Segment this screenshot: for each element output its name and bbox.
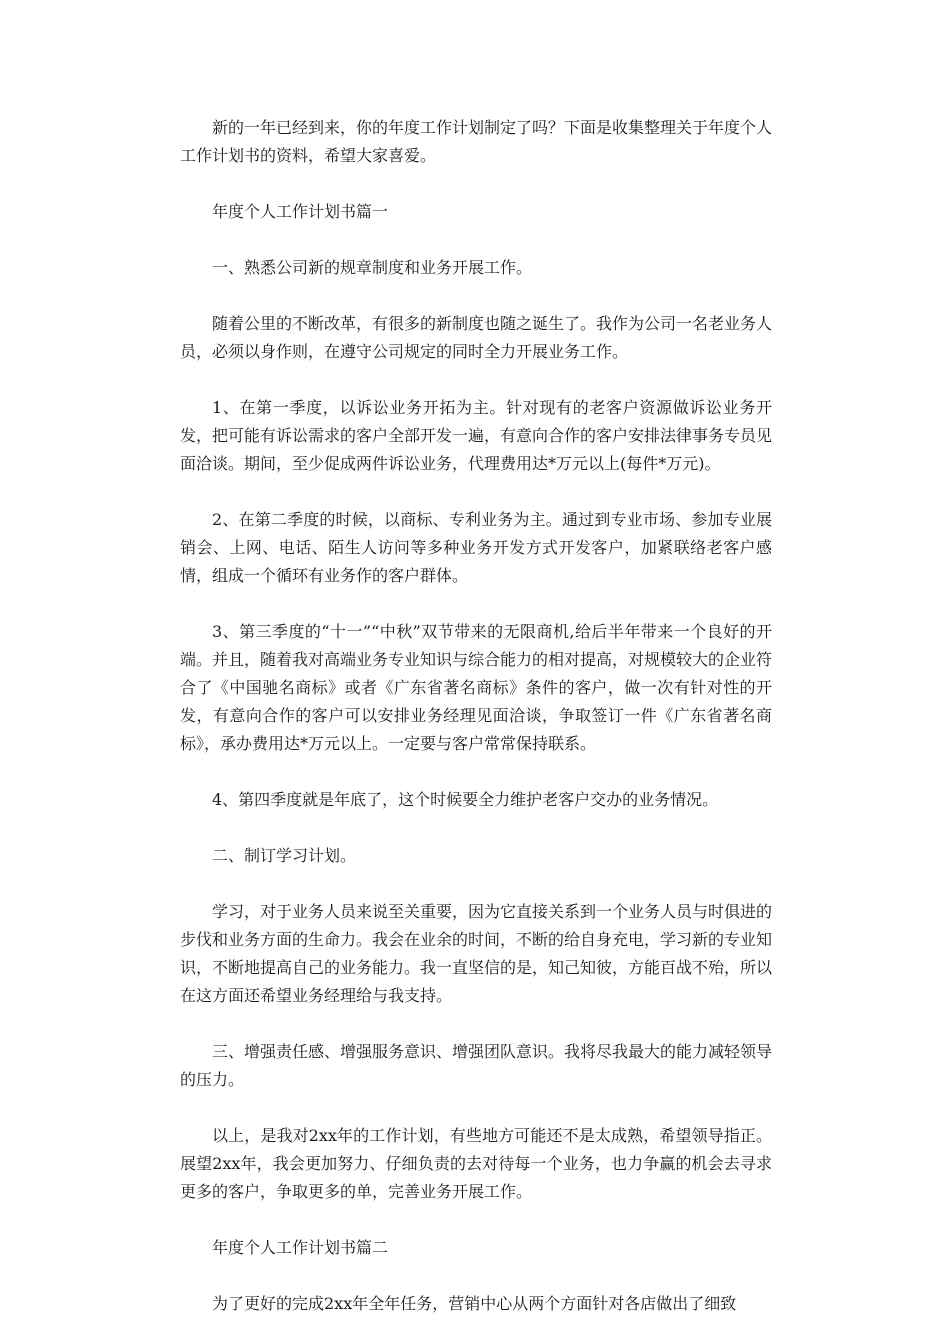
conclusion-paragraph: 以上，是我对2xx年的工作计划，有些地方可能还不是太成熟，希望领导指正。展望2xx年，我会更加努力、仔细负责的去对待每一个业务，也力争赢的机会去寻求更多的客户，争取更多的单，完善业务开展工作。 xyxy=(180,1126,772,1201)
item-heading-3: 三、增强责任感、增强服务意识、增强团队意识。我将尽我最大的能力减轻领导的压力。 xyxy=(180,1042,773,1089)
document-body xyxy=(180,114,772,1318)
quarter-3-paragraph: 3、第三季度的“十一”“中秋”双节带来的无限商机,给后半年带来一个良好的开端。并且，随着我对高端业务专业知识与综合能力的相对提高，对规模较大的企业符合了《中国驰名商标》或者《广东省著名商标》条件的客户，做一次有针对性的开发，有意向合作的客户可以安排业务经理见面洽谈，争取签订一件《广东省著名商标》，承办费用达*万元以上。一定要与客户常常保持联系。 xyxy=(180,622,773,753)
quarter-2-paragraph: 2、在第二季度的时候，以商标、专利业务为主。通过到专业市场、参加专业展销会、上网、电话、陌生人访问等多种业务开发方式开发客户，加紧联络老客户感情，组成一个循环有业务作的客户群体。 xyxy=(180,510,772,585)
item-heading-1: 一、熟悉公司新的规章制度和业务开展工作。 xyxy=(212,258,533,277)
part-two-first-paragraph: 为了更好的完成2xx年全年任务，营销中心从两个方面针对各店做出了细致 xyxy=(212,1294,737,1313)
section-heading-part-two: 年度个人工作计划书篇二 xyxy=(212,1238,389,1257)
body-paragraph: 随着公里的不断改革，有很多的新制度也随之诞生了。我作为公司一名老业务人员，必须以身作则，在遵守公司规定的同时全力开展业务工作。 xyxy=(180,314,773,361)
quarter-4-paragraph: 4、第四季度就是年底了，这个时候要全力维护老客户交办的业务情况。 xyxy=(212,790,719,809)
item-heading-2: 二、制订学习计划。 xyxy=(212,846,357,865)
quarter-1-paragraph: 1、在第一季度，以诉讼业务开拓为主。针对现有的老客户资源做诉讼业务开发，把可能有诉讼需求的客户全部开发一遍，有意向合作的客户安排法律事务专员见面洽谈。期间，至少促成两件诉讼业务，代理费用达*万元以上(每件*万元)。 xyxy=(180,398,773,473)
section-heading-part-one: 年度个人工作计划书篇一 xyxy=(212,202,389,221)
intro-paragraph: 新的一年已经到来，你的年度工作计划制定了吗？下面是收集整理关于年度个人工作计划书的资料，希望大家喜爱。 xyxy=(180,118,773,165)
study-plan-paragraph: 学习，对于业务人员来说至关重要，因为它直接关系到一个业务人员与时俱进的步伐和业务方面的生命力。我会在业余的时间，不断的给自身充电，学习新的专业知识，不断地提高自己的业务能力。我一直坚信的是，知己知彼，方能百战不殆，所以在这方面还希望业务经理给与我支持。 xyxy=(180,902,773,1005)
